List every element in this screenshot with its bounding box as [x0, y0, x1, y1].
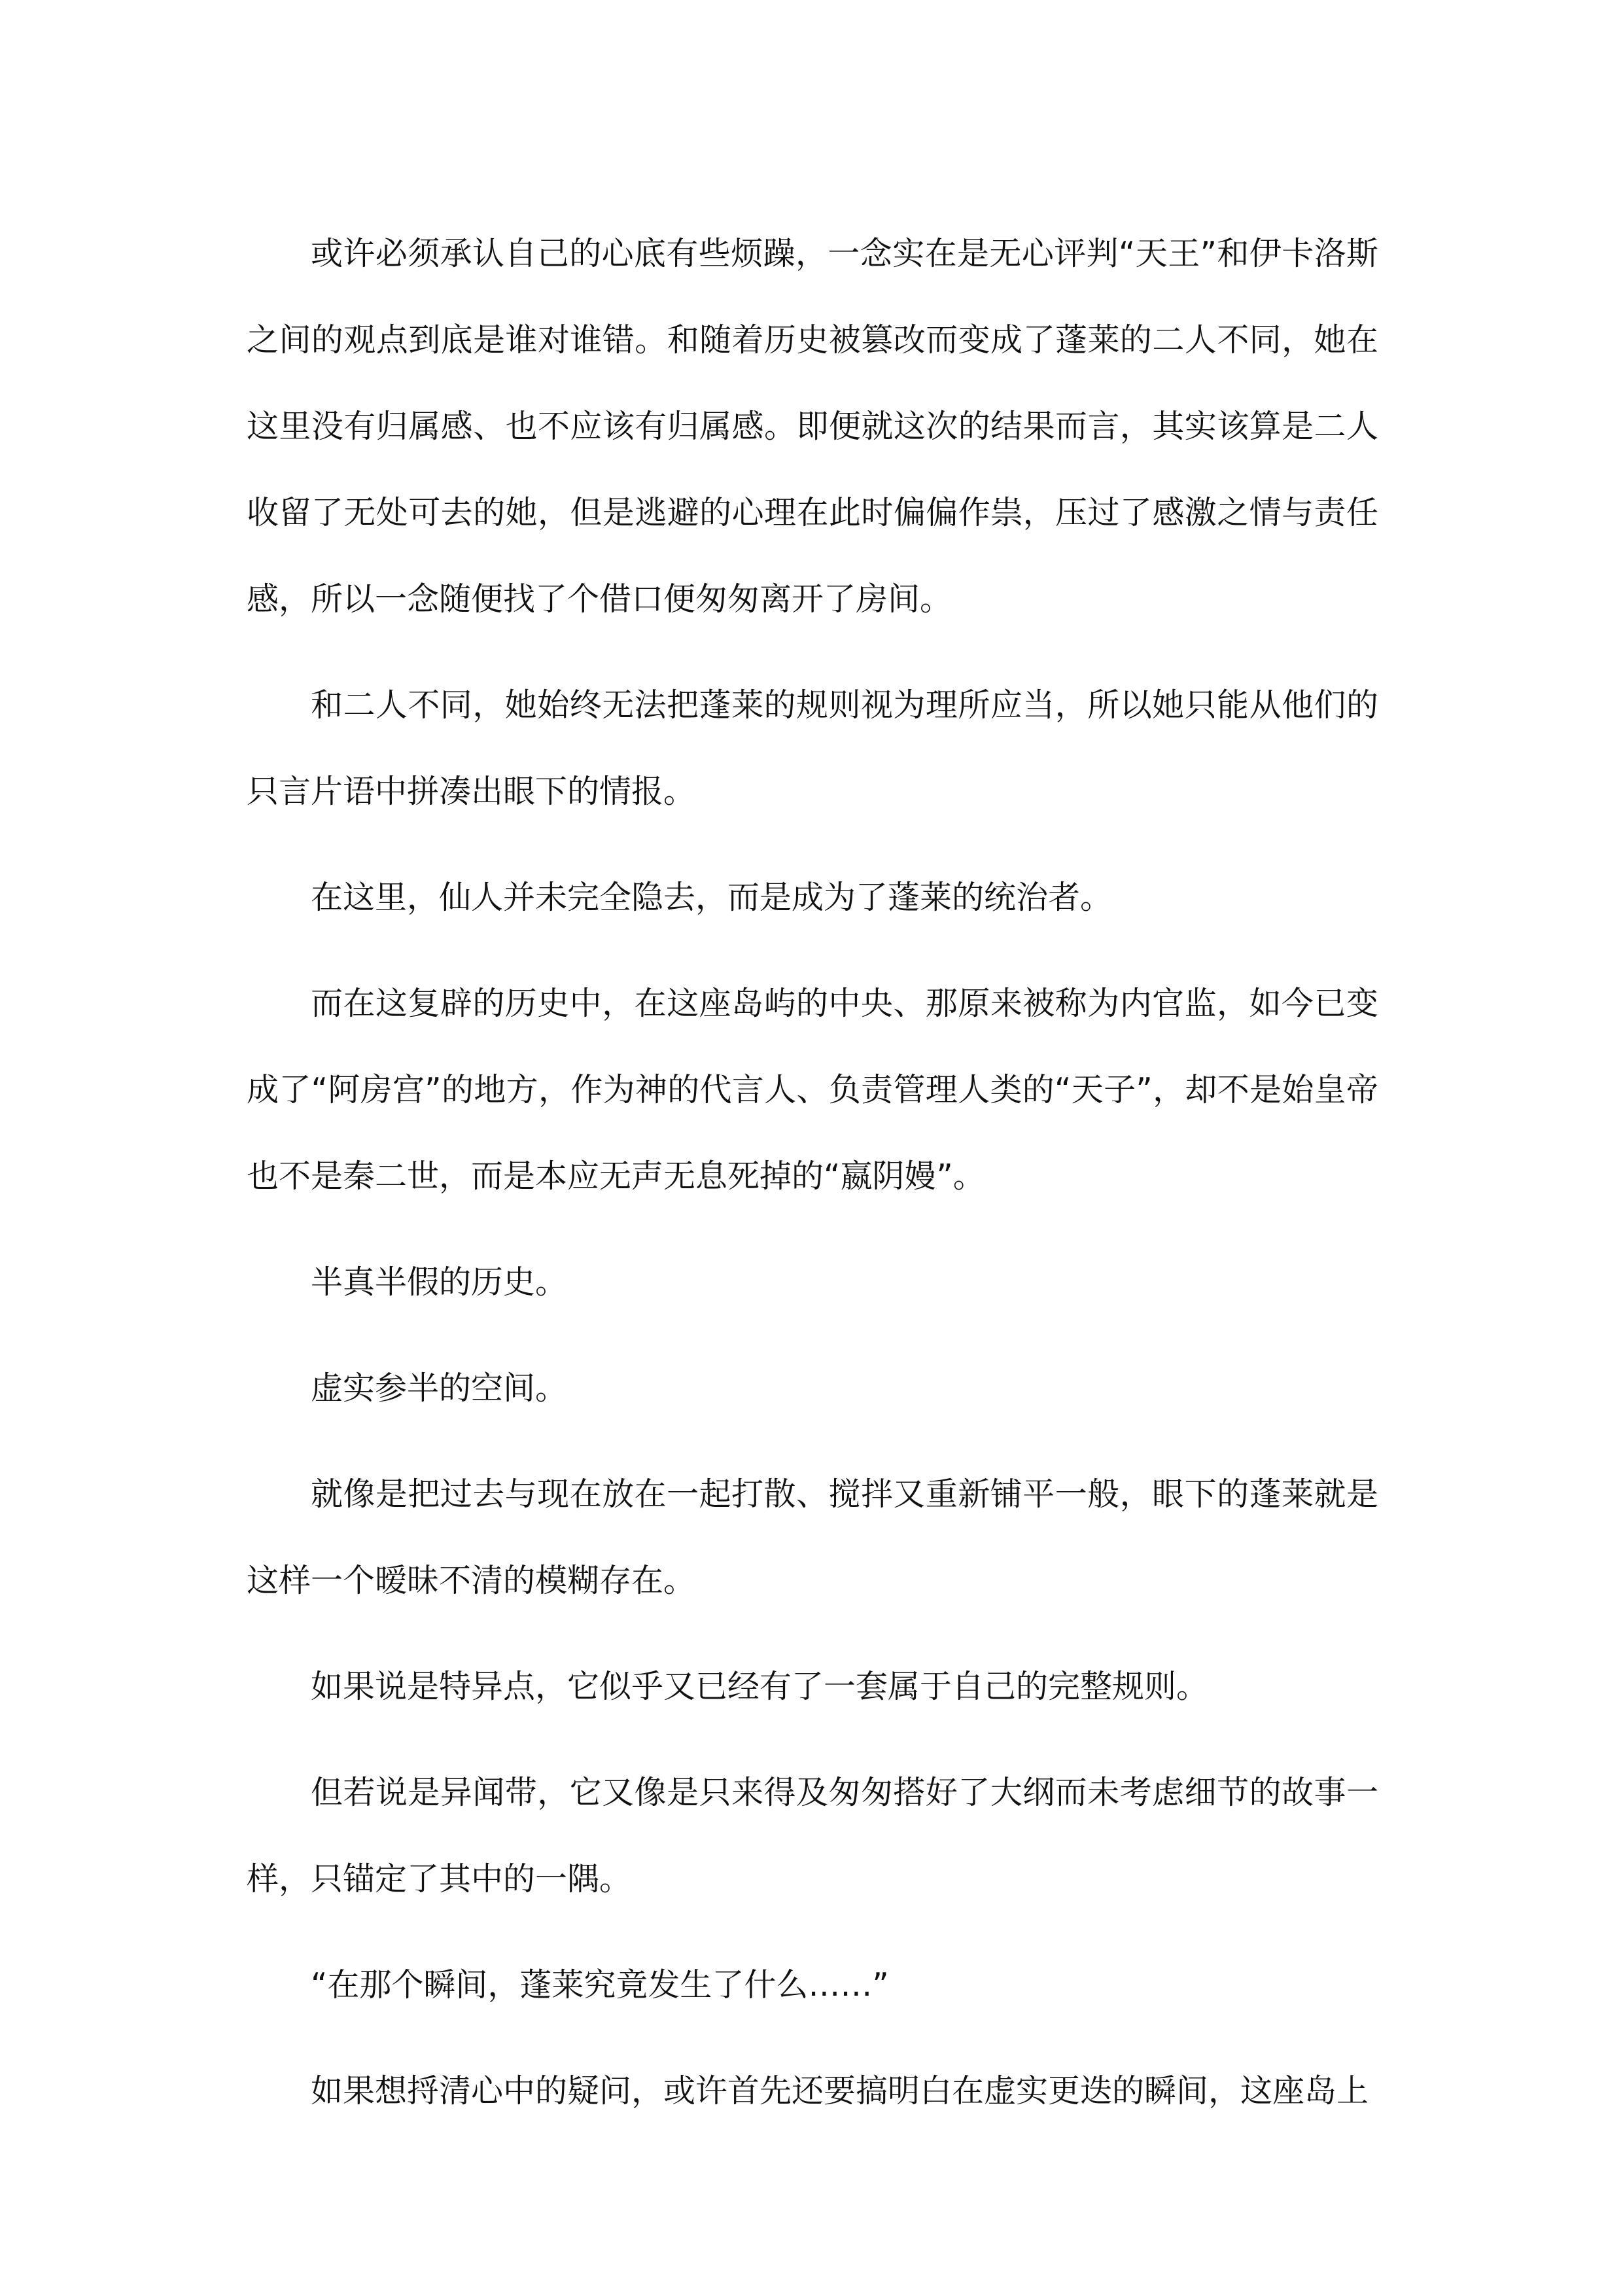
paragraph-9: 但若说是异闻带，它又像是只来得及匆匆搭好了大纲而未考虑细节的故事一样，只锚定了其中的一隅。	[247, 1774, 1378, 1898]
paragraph-2: 和二人不同，她始终无法把蓬莱的规则视为理所应当，所以她只能从他们的只言片语中拼凑出眼下的情报。	[247, 686, 1378, 810]
paragraph-5: 半真半假的历史。	[311, 1263, 568, 1301]
paragraph-6: 虚实参半的空间。	[311, 1369, 568, 1407]
paragraph-7: 就像是把过去与现在放在一起打散、搅拌又重新铺平一般，眼下的蓬莱就是这样一个暧昧不清的模糊存在。	[247, 1475, 1378, 1599]
paragraph-1: 或许必须承认自己的心底有些烦躁，一念实在是无心评判“天王”和伊卡洛斯之间的观点到底是谁对谁错。和随着历史被篡改而变成了蓬莱的二人不同，她在这里没有归属感、也不应该有归属感。即便就这次的结果而言，其实该算是二人收留了无处可去的她，但是逃避的心理在此时偏偏作祟，压过了感激之情与责任感，所以一念随便找了个借口便匆匆离开了房间。	[247, 235, 1378, 618]
paragraph-11: 如果想捋清心中的疑问，或许首先还要搞明白在虚实更迭的瞬间，这座岛上	[311, 2072, 1369, 2110]
paragraph-3: 在这里，仙人并未完全隐去，而是成为了蓬莱的统治者。	[311, 879, 1113, 916]
body-text	[247, 211, 1378, 2154]
paragraph-10: “在那个瞬间，蓬莱究竟发生了什么……”	[311, 1966, 889, 2004]
paragraph-4: 而在这复辟的历史中，在这座岛屿的中央、那原来被称为内官监，如今已变成了“阿房宫”的地方，作为神的代言人、负责管理人类的“天子”，却不是始皇帝也不是秦二世，而是本应无声无息死掉的“嬴阴嫚”。	[247, 985, 1378, 1195]
paragraph-8: 如果说是特异点，它似乎又已经有了一套属于自己的完整规则。	[311, 1668, 1209, 1705]
